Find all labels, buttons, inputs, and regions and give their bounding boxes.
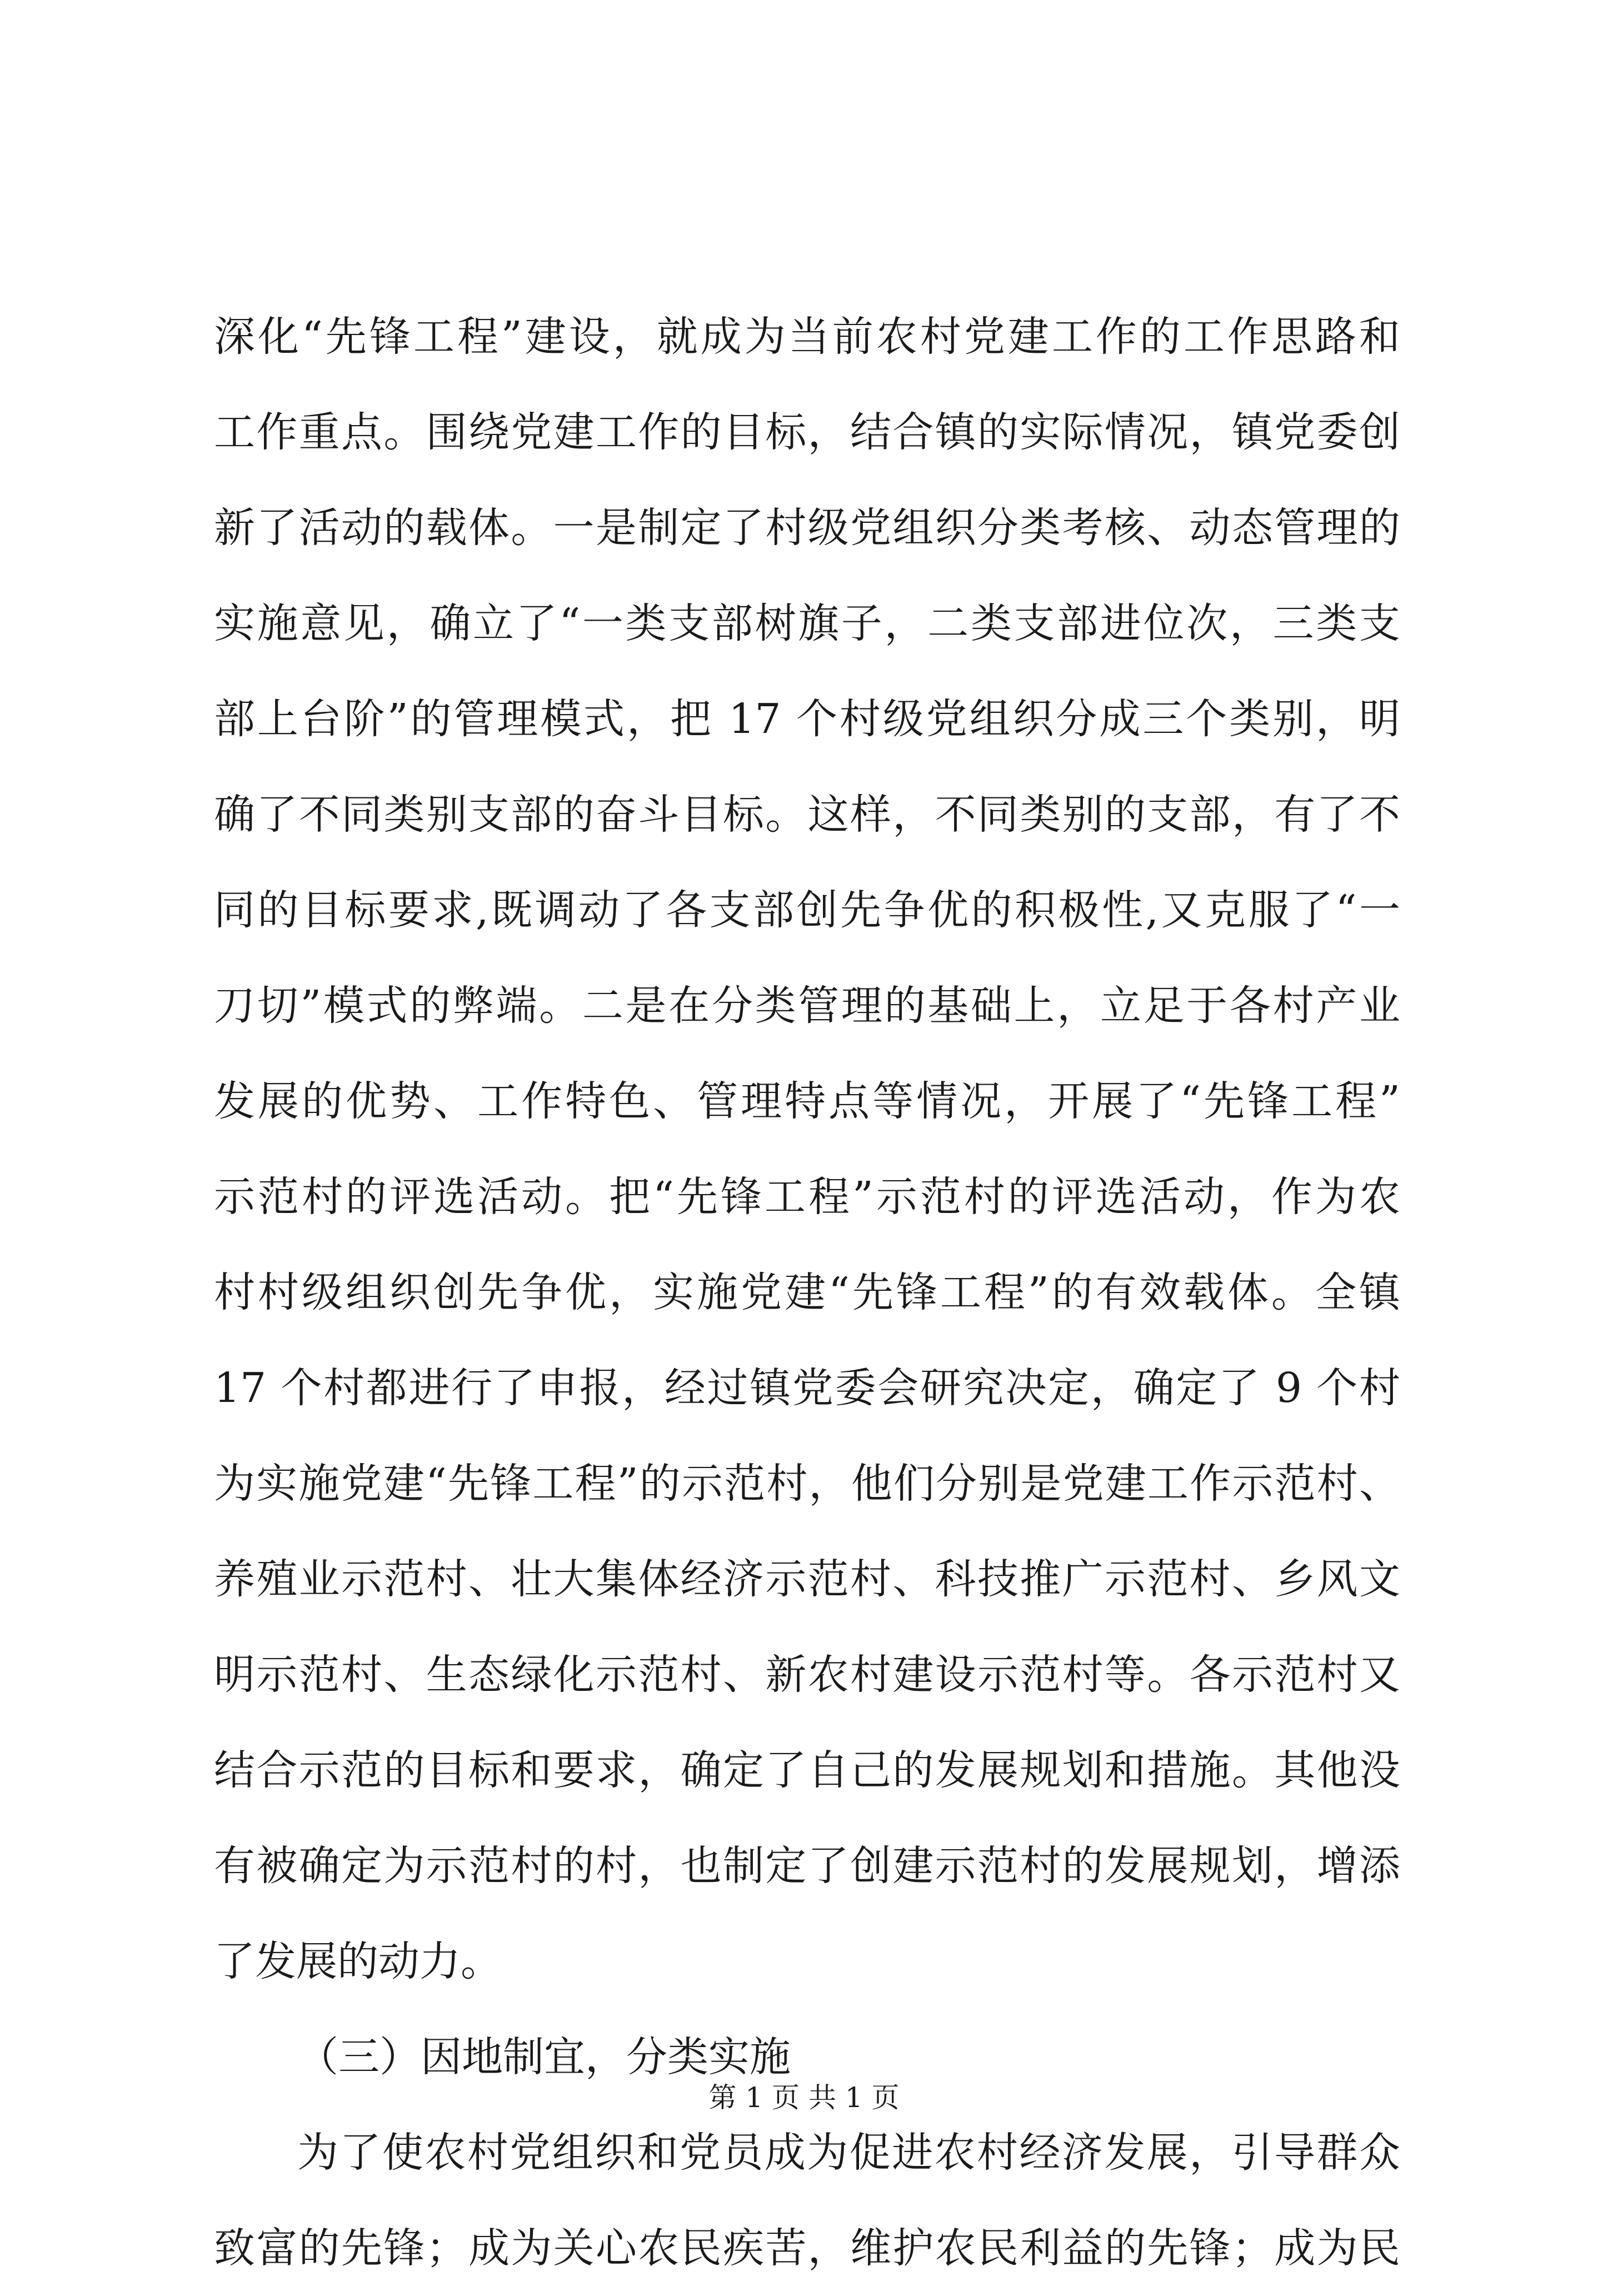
text-line: 养殖业示范村、壮大集体经济示范村、科技推广示范村、乡风文 [214,1555,1400,1603]
text-line: 为了使农村党组织和党员成为促进农村经济发展，引导群众 [297,2129,1400,2177]
text-line: 了发展的动力。 [214,1938,502,1985]
text-line: 深化“先锋工程”建设，就成为当前农村党建工作的工作思路和 [214,313,1400,361]
section-heading: （三）因地制宜，分类实施 [297,2033,791,2081]
text-line: 同的目标要求,既调动了各支部创先争优的积极性,又克服了“一 [214,886,1400,934]
text-line: 示范村的评选活动。把“先锋工程”示范村的评选活动，作为农 [214,1173,1400,1221]
text-line: 明示范村、生态绿化示范村、新农村建设示范村等。各示范村又 [214,1651,1400,1699]
text-line: 刀切”模式的弊端。二是在分类管理的基础上，立足于各村产业 [214,982,1400,1030]
text-line: 为实施党建“先锋工程”的示范村，他们分别是党建工作示范村、 [214,1460,1400,1508]
text-line: 实施意见，确立了“一类支部树旗子，二类支部进位次，三类支 [214,600,1400,647]
text-line: 工作重点。围绕党建工作的目标，结合镇的实际情况，镇党委创 [214,408,1400,456]
text-line: 新了活动的载体。一是制定了村级党组织分类考核、动态管理的 [214,504,1400,552]
text-line: 17 个村都进行了申报，经过镇党委会研究决定，确定了 9 个村 [214,1364,1400,1412]
text-line: 发展的优势、工作特色、管理特点等情况，开展了“先锋工程” [214,1077,1400,1125]
page-number-footer: 第 1 页 共 1 页 [708,2082,900,2114]
document-body [214,289,1400,2296]
text-line: 村村级组织创先争优，实施党建“先锋工程”的有效载体。全镇 [214,1269,1400,1316]
text-line: 结合示范的目标和要求，确定了自己的发展规划和措施。其他没 [214,1746,1400,1794]
text-line: 确了不同类别支部的奋斗目标。这样，不同类别的支部，有了不 [214,791,1400,838]
text-line: 有被确定为示范村的村，也制定了创建示范村的发展规划，增添 [214,1842,1400,1890]
text-line: 致富的先锋；成为关心农民疾苦，维护农民利益的先锋；成为民 [214,2224,1400,2272]
text-line: 部上台阶”的管理模式，把 17 个村级党组织分成三个类别，明 [214,695,1400,743]
